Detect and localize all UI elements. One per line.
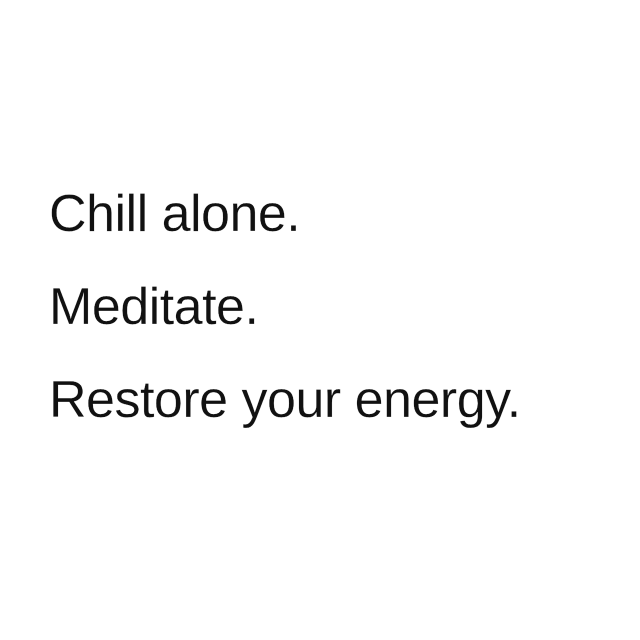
quote-text-block: [49, 185, 629, 429]
quote-line-2: Meditate.: [49, 278, 259, 336]
quote-line-1: Chill alone.: [49, 185, 301, 243]
quote-line-3: Restore your energy.: [49, 371, 521, 429]
